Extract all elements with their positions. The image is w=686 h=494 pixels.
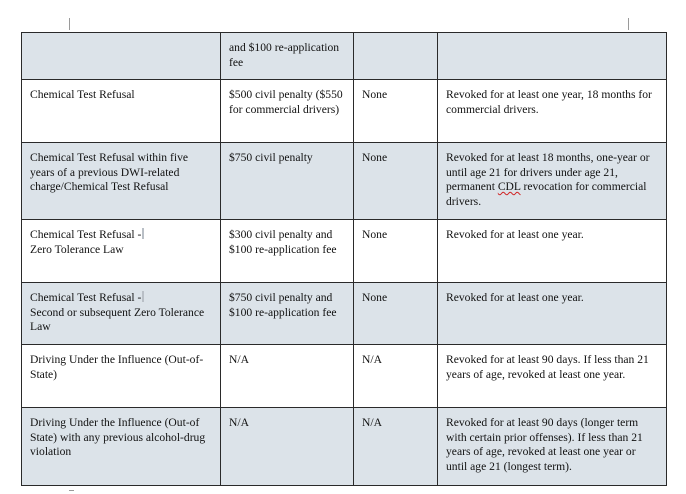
license-cell[interactable] [438,33,667,80]
penalty-cell[interactable]: N/A [221,345,354,408]
table-row [22,143,667,220]
offense-cell[interactable] [22,220,221,283]
offense-cell[interactable] [22,33,221,80]
crop-mark-top-left [69,18,70,30]
offense-cell[interactable]: Chemical Test Refusal [22,80,221,143]
license-cell[interactable] [438,143,667,220]
license-cell[interactable]: Revoked for at least one year. [438,220,667,283]
table-row [22,80,667,143]
license-text-end: revocation for commercial drivers. [446,180,647,208]
license-cell[interactable]: Revoked for at least one year. [438,283,667,345]
table-row [22,345,667,408]
penalty-cell[interactable]: $750 civil penalty and $100 re-application fee [221,283,354,345]
offense-cell[interactable] [22,283,221,345]
offense-line-1: Chemical Test Refusal - [30,291,142,304]
offense-cell[interactable]: Driving Under the Influence (Out-of State) with any previous alcohol-drug violation [22,408,221,486]
penalty-cell[interactable]: N/A [221,408,354,486]
jail-cell[interactable]: None [354,143,438,220]
penalty-cell[interactable]: $300 civil penalty and $100 re-application fee [221,220,354,283]
jail-cell[interactable]: None [354,80,438,143]
text-cursor-marker [142,291,144,302]
table-row [22,33,667,80]
table-row [22,283,667,345]
license-cell[interactable]: Revoked for at least 90 days (longer term with certain prior offenses). If less than 21 years of age, revoked at least one year or until age 21 (longest term). [438,408,667,486]
jail-cell[interactable]: N/A [354,345,438,408]
penalty-cell[interactable]: and $100 re-application fee [221,33,354,80]
penalties-table [21,32,667,486]
crop-mark-top-right [628,18,629,30]
jail-cell[interactable]: N/A [354,408,438,486]
offense-cell[interactable]: Chemical Test Refusal within five years of a previous DWI-related charge/Chemical Test Refusal [22,143,221,220]
crop-mark-bottom-left [69,490,74,491]
jail-cell[interactable] [354,33,438,80]
offense-line-1: Chemical Test Refusal - [30,228,142,241]
spelling-flagged-word[interactable]: CDL [497,180,521,194]
offense-line-2: Zero Tolerance Law [30,242,124,256]
license-cell[interactable]: Revoked for at least 90 days. If less than 21 years of age, revoked at least one year. [438,345,667,408]
jail-cell[interactable]: None [354,220,438,283]
jail-cell[interactable]: None [354,283,438,345]
offense-line-2: Second or subsequent Zero Tolerance Law [30,305,205,334]
penalty-cell[interactable]: $500 civil penalty ($550 for commercial drivers) [221,80,354,143]
table-row [22,220,667,283]
license-text-start: Revoked for at least 18 months, one-year or until age 21 for drivers under age 21, permanent [446,151,650,194]
penalty-cell[interactable]: $750 civil penalty [221,143,354,220]
text-cursor-marker [142,228,144,239]
offense-cell[interactable]: Driving Under the Influence (Out-of-State) [22,345,221,408]
table-row [22,408,667,486]
license-cell[interactable]: Revoked for at least one year, 18 months for commercial drivers. [438,80,667,143]
